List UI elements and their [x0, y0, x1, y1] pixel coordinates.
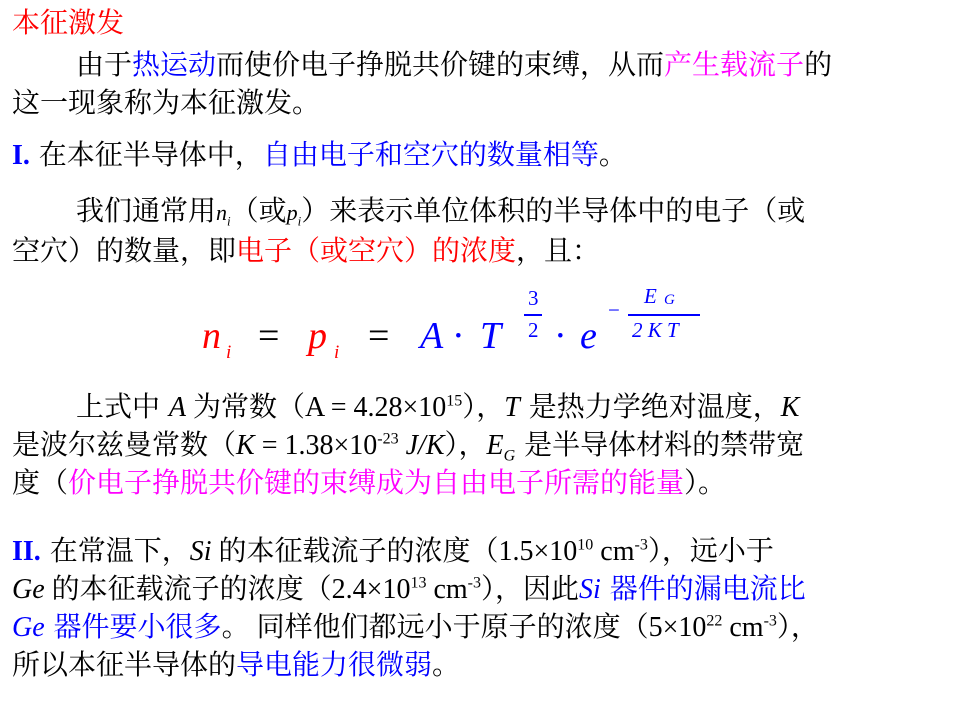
- unit: cm: [426, 574, 468, 605]
- unit: J/K: [398, 430, 445, 461]
- text: 所以本征半导体的: [12, 648, 237, 681]
- unit: cm: [722, 612, 764, 643]
- text: 。: [598, 138, 627, 171]
- symbol-p: p: [286, 200, 298, 225]
- symbol-K: K: [780, 392, 800, 423]
- paragraph-4-line-1: [12, 390, 799, 425]
- text: 。: [432, 648, 461, 681]
- highlight-equal-count: 自由电子和空穴的数量相等: [262, 138, 599, 171]
- highlight-concentration: 电子（或空穴）的浓度: [236, 234, 517, 267]
- text: 空穴）的数量，即: [12, 234, 237, 267]
- formula-A: A: [420, 315, 444, 357]
- superscript: -3: [634, 536, 648, 554]
- formula: [196, 284, 716, 370]
- highlight-leakage: 器件的漏电流比: [600, 572, 806, 605]
- symbol-Si: Si: [189, 536, 212, 567]
- paragraph-5-line-4: [12, 648, 460, 682]
- superscript: 22: [706, 612, 723, 630]
- highlight-energy-definition: 价电子挣脱共价键的束缚成为自由电子所需的能量: [68, 466, 685, 499]
- unit: cm: [593, 536, 635, 567]
- subscript-i: i: [297, 213, 302, 229]
- highlight-much-smaller: 器件要小很多: [44, 610, 222, 643]
- subscript-i: i: [227, 213, 231, 229]
- formula-equals-2: =: [368, 315, 390, 357]
- text: ），: [776, 610, 819, 643]
- formula-exp2-fraction-line: [628, 314, 700, 316]
- paragraph-3-line-2: [12, 234, 600, 268]
- item-label-1: I.: [12, 140, 30, 171]
- text: 的: [804, 48, 833, 81]
- highlight-thermal-motion: 热运动: [132, 48, 217, 81]
- paragraph-4-line-2: [12, 428, 804, 463]
- subscript-G: G: [503, 447, 516, 465]
- text: 我们通常用: [76, 194, 217, 227]
- text: ）来表示单位体积的半导体中的电子（或: [301, 194, 806, 227]
- formula-p: p: [308, 315, 327, 357]
- formula-T: T: [480, 315, 502, 357]
- formula-exp-numerator: 3: [528, 286, 539, 310]
- text: = 1.38×10: [254, 430, 378, 461]
- superscript: 15: [446, 392, 463, 410]
- text: 在本征半导体中，: [29, 138, 263, 171]
- formula-exp-fraction-line: [524, 314, 542, 316]
- text: 是波尔兹曼常数（: [12, 428, 237, 461]
- text: 为常数（A = 4.28×10: [186, 392, 447, 423]
- highlight-generate-carriers: 产生载流子: [664, 48, 805, 81]
- slide-title: 本征激发: [12, 6, 125, 39]
- symbol-Ge: Ge: [12, 612, 45, 643]
- formula-equals-1: =: [258, 315, 280, 357]
- text: ），远小于: [647, 534, 774, 567]
- symbol-ni: [216, 200, 231, 229]
- text: 。 同样他们都远小于原子的浓度（5×10: [221, 612, 707, 643]
- paragraph-4-line-3: [12, 466, 726, 500]
- item-label-2: II.: [12, 536, 41, 567]
- formula-dot-2: ·: [554, 315, 567, 357]
- symbol-n: n: [216, 200, 228, 225]
- formula-eg-G: G: [664, 292, 675, 308]
- text: 是热力学绝对温度，: [519, 390, 781, 423]
- highlight-weak-conductivity: 导电能力很微弱: [236, 648, 433, 681]
- symbol-K: K: [236, 430, 255, 461]
- paragraph-5-line-3: [12, 610, 819, 645]
- symbol-Ge: Ge: [12, 574, 45, 605]
- text: （或: [230, 194, 287, 227]
- text: 的本征载流子的浓度（1.5×10: [211, 536, 578, 567]
- text: ），因此: [481, 572, 580, 605]
- text: ），: [444, 428, 487, 461]
- formula-eg-E: E: [644, 284, 657, 308]
- formula-p-sub: i: [334, 342, 340, 363]
- formula-minus: −: [608, 298, 620, 322]
- symbol-EG: E: [486, 430, 504, 461]
- text: 在常温下，: [40, 534, 190, 567]
- paragraph-5-line-2: [12, 572, 806, 607]
- text: ），: [462, 390, 505, 423]
- text: 是半导体材料的禁带宽: [515, 428, 805, 461]
- formula-dot-1: ·: [452, 315, 465, 357]
- paragraph-1-line-1: [12, 48, 832, 82]
- formula-n: n: [202, 315, 221, 357]
- text: 而使价电子挣脱共价键的束缚，从而: [216, 48, 665, 81]
- superscript: -3: [467, 574, 481, 592]
- superscript: -23: [377, 430, 399, 448]
- paragraph-5-line-1: [12, 534, 774, 569]
- paragraph-2: [12, 138, 627, 173]
- formula-exp2-denominator: 2 K T: [632, 318, 679, 342]
- text: ）。: [684, 466, 727, 499]
- text: 上式中: [76, 390, 169, 423]
- symbol-Si: Si: [579, 574, 601, 605]
- superscript: 10: [577, 536, 594, 554]
- superscript: -3: [763, 612, 777, 630]
- text: 的本征载流子的浓度（2.4×10: [44, 574, 411, 605]
- symbol-pi: [286, 200, 302, 229]
- formula-n-sub: i: [226, 342, 232, 363]
- formula-e: e: [580, 315, 597, 357]
- paragraph-1-line-2: 这一现象称为本征激发。: [12, 86, 321, 119]
- symbol-A: A: [168, 392, 187, 423]
- formula-exp-denominator: 2: [528, 318, 539, 342]
- paragraph-3-line-1: [12, 194, 805, 230]
- superscript: 13: [410, 574, 427, 592]
- text: 度（: [12, 466, 69, 499]
- text: 由于: [76, 48, 133, 81]
- text: ，且：: [516, 234, 601, 267]
- symbol-T: T: [504, 392, 520, 423]
